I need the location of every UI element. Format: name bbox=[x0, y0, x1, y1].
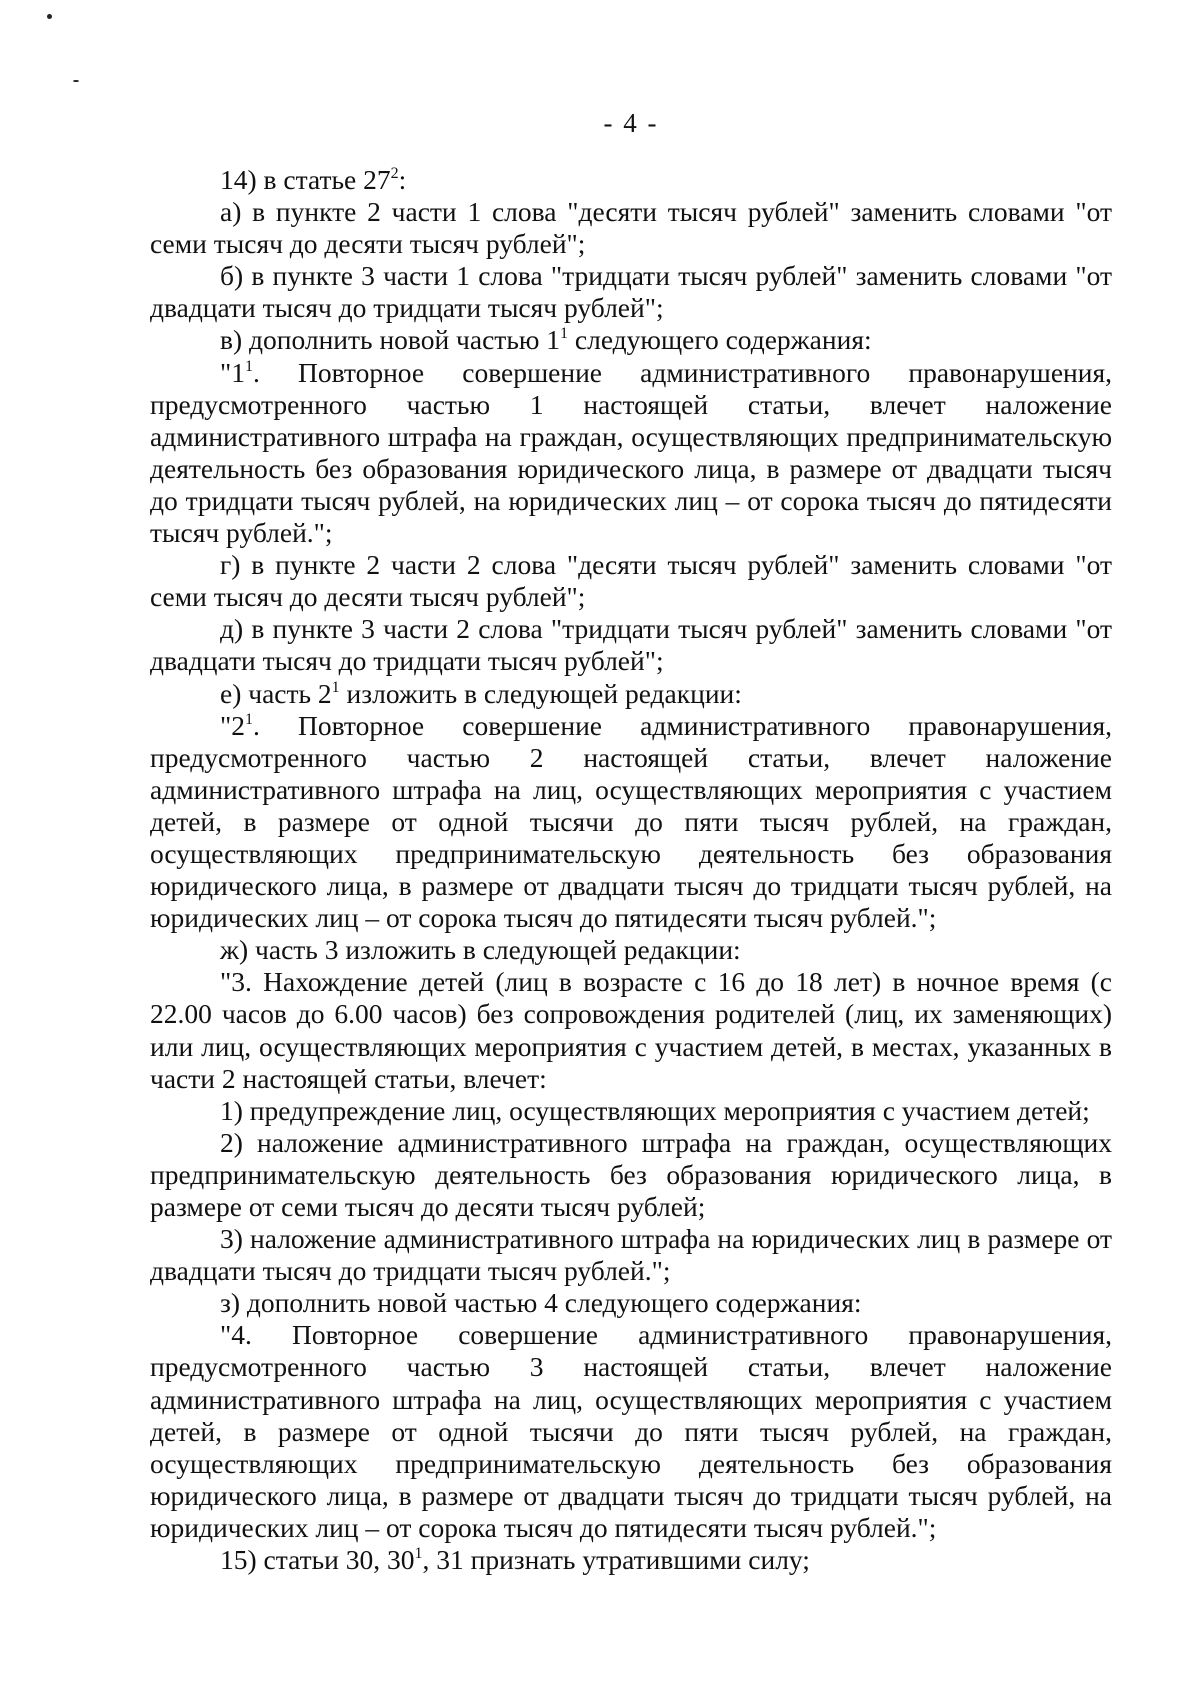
document-body bbox=[150, 164, 1112, 1576]
paragraph-part-3-text: "3. Нахождение детей (лиц в возрасте с 16 до 18 лет) в ночное время (с 22.00 часов до 6.00 часов) без сопровождения родителей (лиц, их заменяющих) или лиц, осуществляющих мероприятия с участием детей, в местах, указанных в части 2 настоящей статьи, влечет: bbox=[150, 966, 1112, 1094]
paragraph-d: д) в пункте 3 части 2 слова "тридцати тысяч рублей" заменить словами "от двадцати тысяч до тридцати тысяч рублей"; bbox=[150, 613, 1112, 677]
paragraph-sub-2: 2) наложение административного штрафа на граждан, осуществляющих предпринимательскую деятельность без образования юридического лица, в размере от семи тысяч до десяти тысяч рублей; bbox=[150, 1126, 1112, 1222]
paragraph-part-2-1-text: "$2^1$. Повторное совершение административного правонарушения, предусмотренного частью 2 настоящей статьи, влечет наложение административного штрафа на лиц, осуществляющих мероприятия с участием детей, в размере от одной тысячи до пяти тысяч рублей, на граждан, осуществляющих предпринимательскую деятельность без образования юридического лица, в размере от двадцати тысяч до тридцати тысяч рублей, на юридических лиц – от сорока тысяч до пятидесяти тысяч рублей."; bbox=[150, 709, 1112, 934]
paragraph-g: г) в пункте 2 части 2 слова "десяти тысяч рублей" заменить словами "от семи тысяч до десяти тысяч рублей"; bbox=[150, 549, 1112, 613]
page-number: - 4 - bbox=[603, 108, 659, 138]
paragraph-sub-1: 1) предупреждение лиц, осуществляющих мероприятия с участием детей; bbox=[220, 1094, 1090, 1126]
paragraph-part-1-1-text: "$1^1$. Повторное совершение административного правонарушения, предусмотренного частью 1 настоящей статьи, влечет наложение административного штрафа на граждан, осуществляющих предпринимательскую деятельность без образования юридического лица, в размере от двадцати тысяч до тридцати тысяч рублей, на юридических лиц – от сорока тысяч до пятидесяти тысяч рублей."; bbox=[150, 356, 1112, 549]
document-page bbox=[150, 108, 1112, 1668]
paragraph-a: а) в пункте 2 части 1 слова "десяти тысяч рублей" заменить словами "от семи тысяч до десяти тысяч рублей"; bbox=[150, 196, 1112, 260]
paragraph-14-heading: 14) в статье $27^2$: bbox=[220, 164, 407, 195]
paragraph-part-4-text: "4. Повторное совершение административного правонарушения, предусмотренного частью 3 настоящей статьи, влечет наложение административного штрафа на лиц, осуществляющих мероприятия с участием детей, в размере от одной тысячи до пяти тысяч рублей, на граждан, осуществляющих предпринимательскую деятельность без образования юридического лица, в размере от двадцати тысяч до тридцати тысяч рублей, на юридических лиц – от сорока тысяч до пятидесяти тысяч рублей."; bbox=[150, 1319, 1112, 1543]
scan-speck bbox=[47, 14, 52, 19]
scan-speck bbox=[73, 80, 79, 82]
paragraph-b: б) в пункте 3 части 1 слова "тридцати тысяч рублей" заменить словами "от двадцати тысяч до тридцати тысяч рублей"; bbox=[150, 260, 1112, 324]
paragraph-v: в) дополнить новой частью $1^1$ следующего содержания: bbox=[220, 324, 872, 356]
paragraph-z: з) дополнить новой частью 4 следующего содержания: bbox=[220, 1287, 862, 1319]
paragraph-15: 15) статьи 30, $30^1$, 31 признать утратившими силу; bbox=[220, 1544, 810, 1576]
paragraph-sub-3: 3) наложение административного штрафа на юридических лиц в размере от двадцати тысяч до тридцати тысяч рублей."; bbox=[150, 1223, 1112, 1287]
paragraph-zh: ж) часть 3 изложить в следующей редакции: bbox=[220, 934, 741, 966]
paragraph-e: е) часть $2^1$ изложить в следующей редакции: bbox=[220, 677, 742, 709]
